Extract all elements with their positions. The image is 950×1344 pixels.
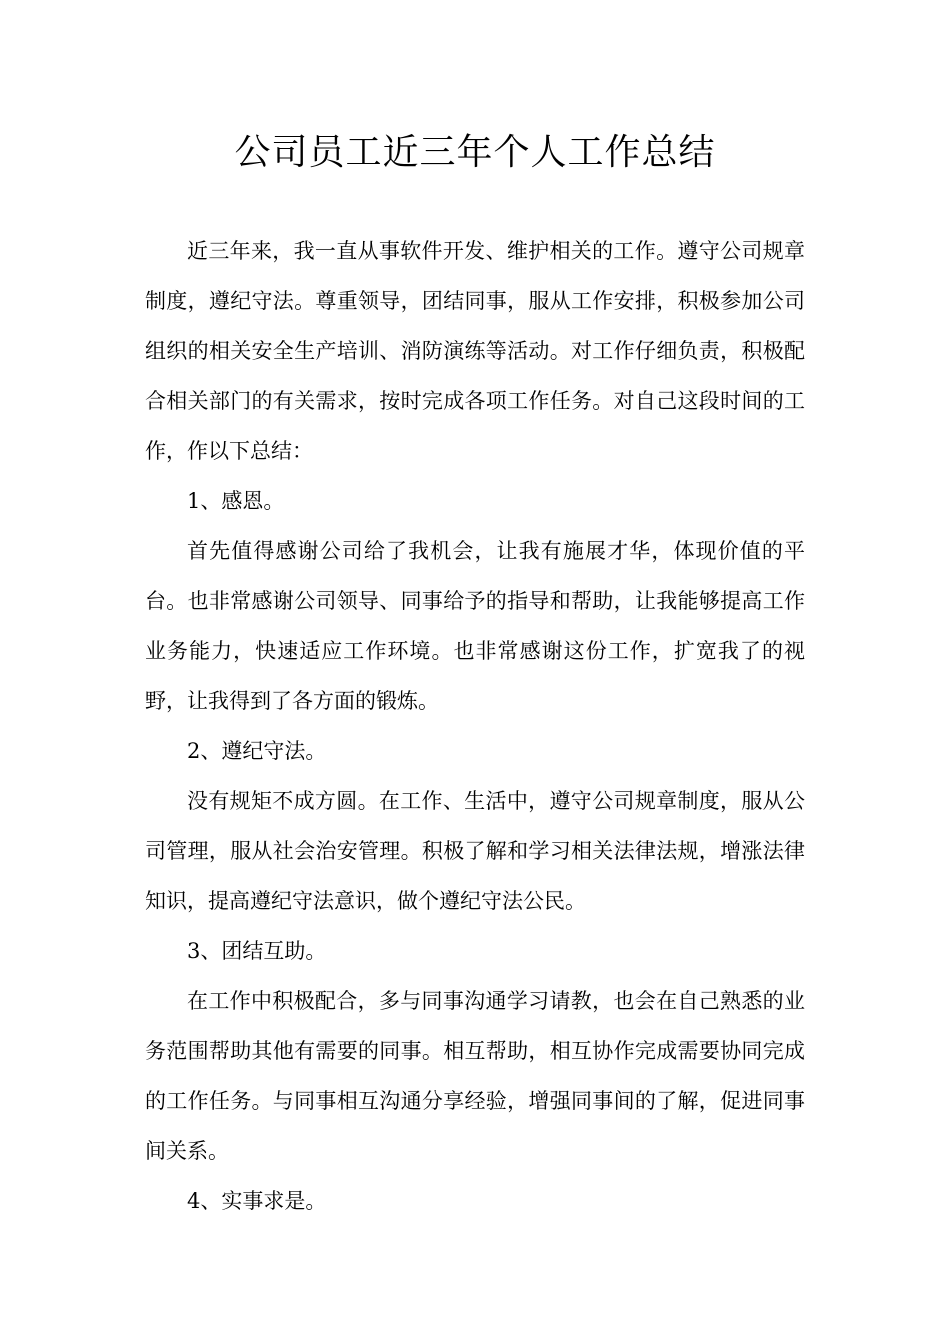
section-heading-3: 3、团结互助。 xyxy=(187,939,327,963)
section-paragraph-1: 首先值得感谢公司给了我机会，让我有施展才华，体现价值的平台。也非常感谢公司领导、同事给予的指导和帮助，让我能够提高工作业务能力，快速适应工作环境。也非常感谢这份工作，扩宽我了的视野，让我得到了各方面的锻炼。 xyxy=(145,539,805,713)
document-title: 公司员工近三年个人工作总结 xyxy=(234,132,716,173)
intro-paragraph: 近三年来，我一直从事软件开发、维护相关的工作。遵守公司规章制度，遵纪守法。尊重领导，团结同事，服从工作安排，积极参加公司组织的相关安全生产培训、消防演练等活动。对工作仔细负责，积极配合相关部门的有关需求，按时完成各项工作任务。对自己这段时间的工作，作以下总结： xyxy=(145,239,805,463)
section-heading-2: 2、遵纪守法。 xyxy=(187,739,327,763)
section-paragraph-3: 在工作中积极配合，多与同事沟通学习请教，也会在自己熟悉的业务范围帮助其他有需要的同事。相互帮助，相互协作完成需要协同完成的工作任务。与同事相互沟通分享经验，增强同事间的了解，促进同事间关系。 xyxy=(145,989,805,1163)
section-paragraph-2: 没有规矩不成方圆。在工作、生活中，遵守公司规章制度，服从公司管理，服从社会治安管理。积极了解和学习相关法律法规，增涨法律知识，提高遵纪守法意识，做个遵纪守法公民。 xyxy=(145,789,805,913)
section-heading-1: 1、感恩。 xyxy=(187,489,285,513)
document-body xyxy=(145,226,805,1226)
section-heading-4: 4、实事求是。 xyxy=(187,1189,327,1213)
